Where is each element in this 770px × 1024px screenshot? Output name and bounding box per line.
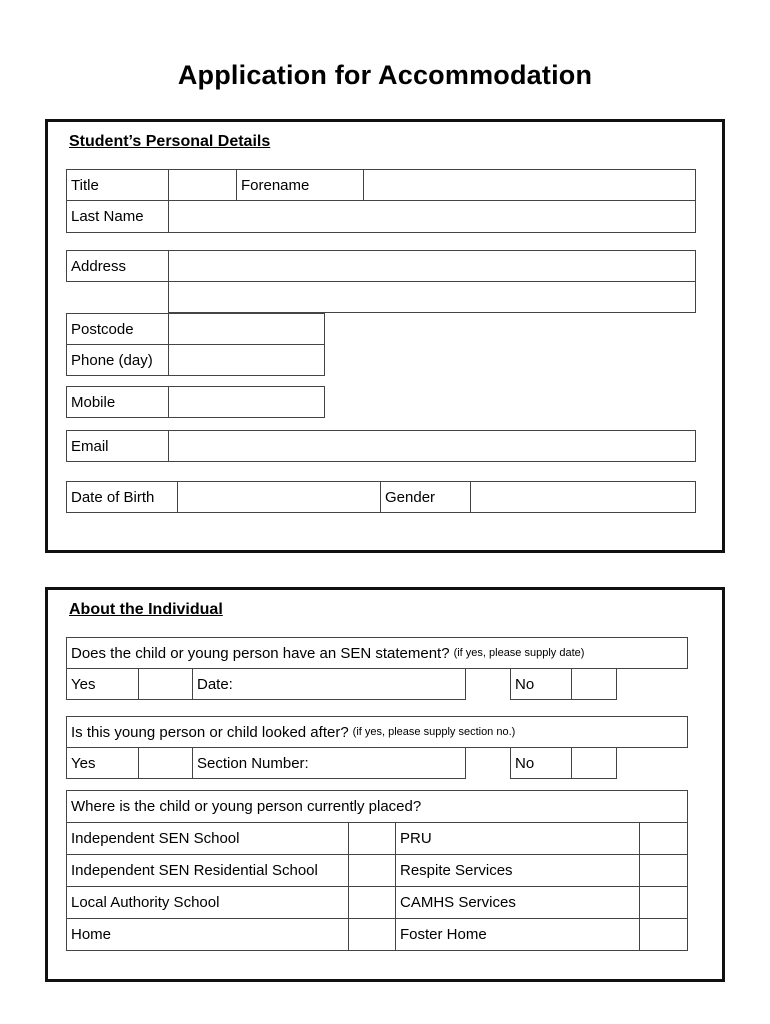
mobile-input[interactable] [168,386,325,418]
sen-question-row [66,637,688,669]
forename-input[interactable] [363,169,696,201]
last-name-label: Last Name [66,200,169,233]
placement-right-checkbox[interactable] [639,854,688,887]
dob-label: Date of Birth [66,481,178,513]
sen-yes-label: Yes [66,668,139,700]
sen-no-checkbox[interactable] [571,668,617,700]
placement-left-checkbox[interactable] [348,822,396,855]
sen-date-field[interactable] [192,668,466,700]
la-no-label: No [510,747,572,779]
placement-right-label: Respite Services [395,854,640,887]
la-yes-checkbox[interactable] [138,747,193,779]
placement-left-label: Independent SEN School [66,822,349,855]
placement-left-label: Local Authority School [66,886,349,919]
postcode-label: Postcode [66,313,169,345]
placement-left-checkbox[interactable] [348,886,396,919]
looked-after-question: Is this young person or child looked after? [71,723,349,741]
forename-label: Forename [236,169,364,201]
page-title: Application for Accommodation [177,60,593,90]
address-label: Address [66,250,169,282]
last-name-input[interactable] [168,200,696,233]
email-input[interactable] [168,430,696,462]
placement-right-checkbox[interactable] [639,918,688,951]
la-no-checkbox[interactable] [571,747,617,779]
la-section-field[interactable] [192,747,466,779]
placement-left-label: Independent SEN Residential School [66,854,349,887]
placement-right-label: CAMHS Services [395,886,640,919]
mobile-label: Mobile [66,386,169,418]
phone-day-input[interactable] [168,344,325,376]
placement-question: Where is the child or young person currently placed? [66,790,688,823]
address-input-line2[interactable] [168,281,696,313]
gender-label: Gender [380,481,471,513]
address-input-line1[interactable] [168,250,696,282]
placement-left-label: Home [66,918,349,951]
personal-details-heading: Student’s Personal Details [69,133,271,150]
sen-note: (if yes, please supply date) [453,646,585,659]
phone-day-label: Phone (day) [66,344,169,376]
sen-no-label: No [510,668,572,700]
dob-input[interactable] [177,481,381,513]
sen-question: Does the child or young person have an SEN statement? [71,644,450,662]
sen-date-label: Date: [197,675,233,693]
placement-right-label: Foster Home [395,918,640,951]
looked-after-question-row [66,716,688,748]
placement-left-checkbox[interactable] [348,854,396,887]
title-label: Title [66,169,169,201]
gender-input[interactable] [470,481,696,513]
placement-left-checkbox[interactable] [348,918,396,951]
postcode-input[interactable] [168,313,325,345]
about-individual-heading: About the Individual [69,601,223,618]
placement-right-checkbox[interactable] [639,886,688,919]
looked-after-note: (if yes, please supply section no.) [352,725,516,738]
la-yes-label: Yes [66,747,139,779]
sen-yes-checkbox[interactable] [138,668,193,700]
placement-right-label: PRU [395,822,640,855]
placement-right-checkbox[interactable] [639,822,688,855]
la-section-label: Section Number: [197,754,309,772]
title-input[interactable] [168,169,237,201]
email-label: Email [66,430,169,462]
